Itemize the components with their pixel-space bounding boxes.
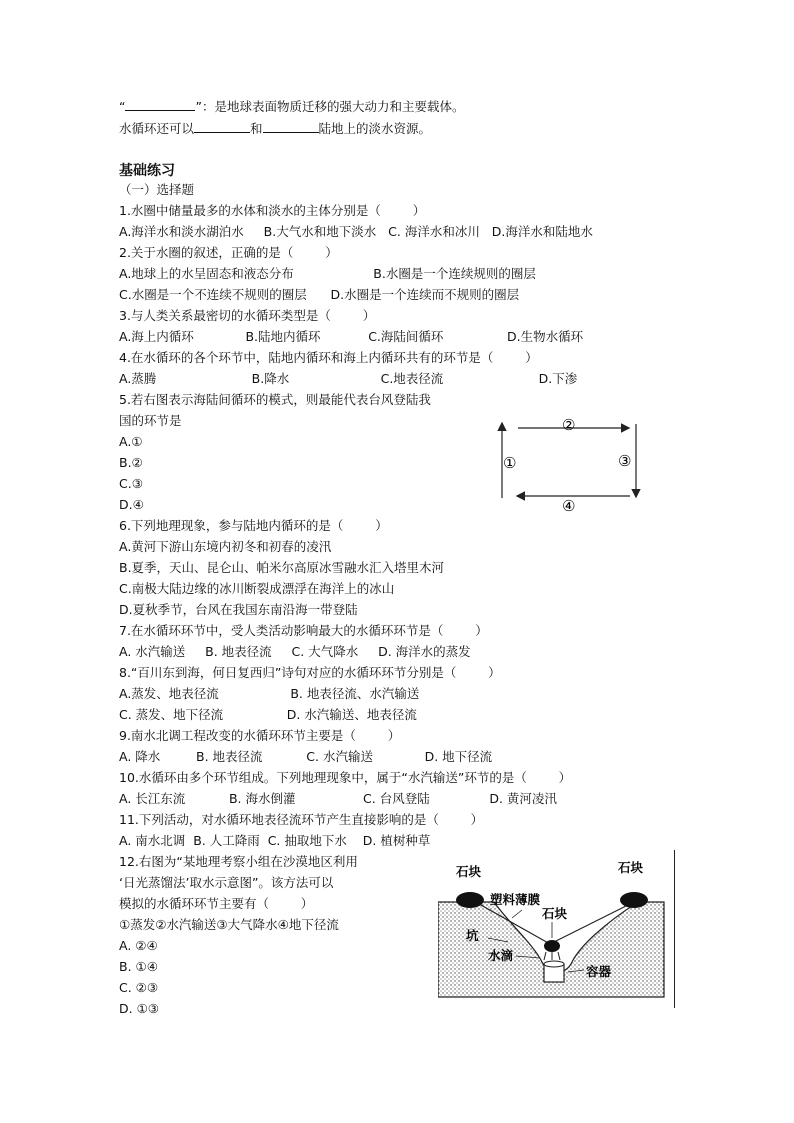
container-rim — [544, 961, 564, 967]
question-line: A.① — [119, 434, 143, 449]
question-line: A.海洋水和淡水湖泊水 B.大气水和地下淡水 C. 海洋水和冰川 D.海洋水和陆地水 — [119, 224, 593, 239]
label-3: ③ — [618, 452, 632, 470]
label-stone-left: 石块 — [456, 864, 482, 879]
question-line: A. 南水北调 B. 人工降雨 C. 抽取地下水 D. 植树种草 — [119, 833, 431, 848]
question-line: 9.南水北调工程改变的水循环环节主要是（ ） — [119, 728, 401, 743]
leader-film — [512, 910, 522, 918]
question-line: 2.关于水圈的叙述，正确的是（ ） — [119, 245, 338, 260]
stone-right-shape — [620, 892, 648, 908]
question-line: C.③ — [119, 476, 143, 491]
question-line: 6.下列地理现象，参与陆地内循环的是（ ） — [119, 518, 388, 533]
question-line: A.蒸发、地表径流 B. 地表径流、水汽输送 — [119, 686, 420, 701]
question-line: ‘日光蒸馏法’取水示意图”。该方法可以 — [119, 875, 334, 890]
drip — [558, 952, 560, 960]
label-1: ① — [503, 454, 517, 472]
figure-border-line — [674, 850, 675, 1008]
question-line: A. ②④ — [119, 938, 158, 953]
question-line: D. ①③ — [119, 1001, 159, 1016]
water-cycle-diagram — [490, 408, 650, 520]
question-line: 模拟的水循环环节主要有（ ） — [119, 896, 314, 911]
question-line: D.夏秋季节，台风在我国东南沿海一带登陆 — [119, 602, 358, 617]
question-line: A.海上内循环 B.陆地内循环 C.海陆间循环 D.生物水循环 — [119, 329, 584, 344]
intro-line-2 — [119, 120, 431, 137]
fill-blank-3[interactable] — [263, 120, 319, 133]
question-line: C. ②③ — [119, 980, 159, 995]
question-line: B.② — [119, 455, 143, 470]
question-line: 1.水圈中储量最多的水体和淡水的主体分别是（ ） — [119, 203, 426, 218]
drip — [544, 952, 546, 960]
section-title: 基础练习 — [119, 163, 175, 179]
intro-line2-a: 水循环还可以 — [119, 121, 195, 136]
intro-line-1 — [119, 98, 464, 115]
intro-line1-text: ”：是地球表面物质迁移的强大动力和主要载体。 — [195, 99, 465, 114]
question-line: 12.右图为“某地理考察小组在沙漠地区利用 — [119, 854, 358, 869]
label-4: ④ — [562, 497, 576, 515]
question-line: 5.若右图表示海陆间循环的模式，则最能代表台风登陆我 — [119, 392, 431, 407]
question-line: 8.“百川东到海，何日复西归”诗句对应的水循环环节分别是（ ） — [119, 665, 501, 680]
question-line: A. 水汽输送 B. 地表径流 C. 大气降水 D. 海洋水的蒸发 — [119, 644, 471, 659]
label-stone-middle: 石块 — [542, 906, 568, 921]
label-2: ② — [562, 416, 576, 434]
stone-middle-shape — [544, 940, 560, 952]
question-line: B. ①④ — [119, 959, 158, 974]
label-container: 容器 — [586, 964, 612, 979]
label-film: 塑料薄膜 — [490, 892, 541, 907]
question-line: A. 降水 B. 地表径流 C. 水汽输送 D. 地下径流 — [119, 749, 493, 764]
question-line: A. 长江东流 B. 海水倒灌 C. 台风登陆 D. 黄河凌汛 — [119, 791, 557, 806]
question-line: C.水圈是一个不连续不规则的圈层 D.水圈是一个连续而不规则的圈层 — [119, 287, 520, 302]
question-line: 国的环节是 — [119, 413, 182, 428]
intro-line2-c: 陆地上的淡水资源。 — [318, 121, 432, 136]
subsection-title: （一）选择题 — [119, 182, 195, 197]
question-line: C. 蒸发、地下径流 D. 水汽输送、地表径流 — [119, 707, 417, 722]
question-line: ①蒸发②水汽输送③大气降水④地下径流 — [119, 917, 339, 932]
intro-quote-open: “ — [119, 99, 126, 114]
question-line: 11.下列活动，对水循环地表径流环节产生直接影响的是（ ） — [119, 812, 484, 827]
question-line: A.蒸腾 B.降水 C.地表径流 D.下渗 — [119, 371, 578, 386]
question-line: 7.在水循环环节中，受人类活动影响最大的水循环环节是（ ） — [119, 623, 488, 638]
question-line: C.南极大陆边缘的冰川断裂成漂浮在海洋上的冰山 — [119, 581, 395, 596]
question-line: B.夏季，天山、昆仑山、帕米尔高原冰雪融水汇入塔里木河 — [119, 560, 445, 575]
stone-left-shape — [456, 892, 484, 908]
question-line: 3.与人类关系最密切的水循环类型是（ ） — [119, 308, 376, 323]
solar-still-diagram — [438, 852, 672, 1002]
label-drop: 水滴 — [488, 948, 514, 963]
label-stone-right: 石块 — [618, 860, 644, 875]
fill-blank-2[interactable] — [194, 120, 250, 133]
question-line: 4.在水循环的各个环节中，陆地内循环和海上内循环共有的环节是（ ） — [119, 350, 538, 365]
fill-blank-1[interactable] — [125, 98, 195, 111]
question-line: 10.水循环由多个环节组成。下列地理现象中，属于“水汽输送”环节的是（ ） — [119, 770, 572, 785]
label-pit: 坑 — [466, 928, 479, 943]
question-line: A.黄河下游山东境内初冬和初春的凌汛 — [119, 539, 332, 554]
question-line: A.地球上的水呈固态和液态分布 B.水圈是一个连续规则的圈层 — [119, 266, 536, 281]
question-line: D.④ — [119, 497, 144, 512]
intro-line2-b: 和 — [250, 121, 263, 136]
